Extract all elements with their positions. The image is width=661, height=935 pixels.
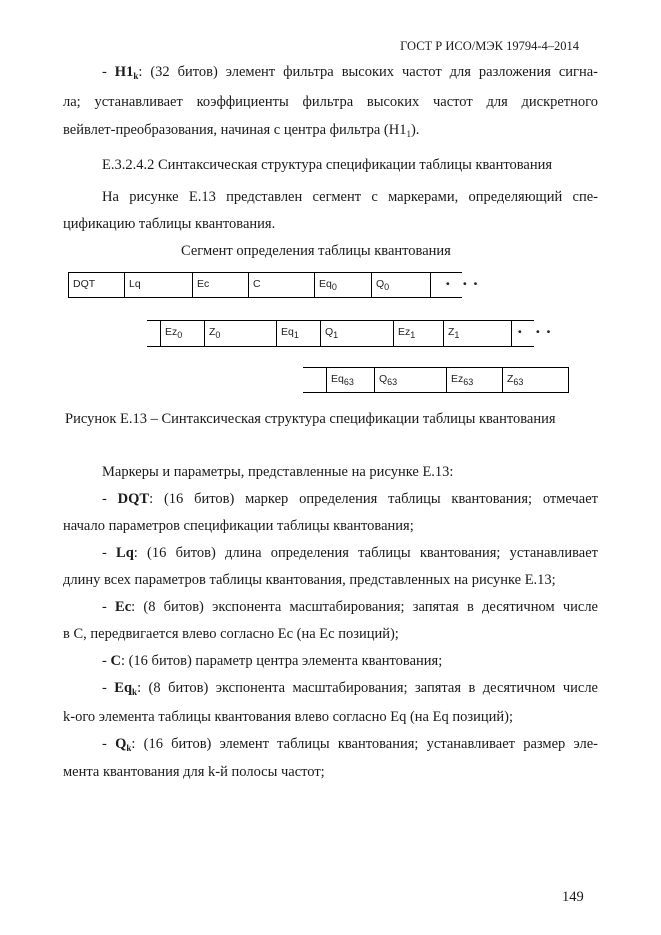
field-z63: $Z_{63}$ xyxy=(507,373,524,387)
term-lq: Lq xyxy=(116,545,134,561)
param-h1k-line1: - $H1_k$: (32 битов) элемент фильтра высоких частот для разложения сигна- xyxy=(102,64,598,81)
continuation-dots: • • xyxy=(463,278,480,290)
section-heading: E.3.2.4.2 Синтаксическая структура спецификации таблицы квантования xyxy=(102,157,553,173)
field-ez0: $Ez_0$ xyxy=(165,326,183,340)
intro-line2: цификацию таблицы квантования. xyxy=(63,216,276,232)
term-qk: $Q_k$ xyxy=(115,736,132,753)
param-lq-line1: - Lq: (16 битов) длина определения таблицы квантования; устанавливает xyxy=(102,545,598,561)
figure-caption: Рисунок Е.13 – Синтаксическая структура спецификации таблицы квантования xyxy=(65,411,556,427)
continuation-dot: • xyxy=(518,326,522,338)
field-q1: $Q_1$ xyxy=(325,326,339,340)
field-c: C xyxy=(253,278,261,290)
param-ec-line1: - Ec: (8 битов) экспонента масштабирования; запятая в десятичном числе xyxy=(102,599,598,615)
standard-designation: ГОСТ Р ИСО/МЭК 19794-4–2014 xyxy=(400,39,579,53)
field-q0: $Q_0$ xyxy=(376,278,390,292)
field-ez63: $Ez_{63}$ xyxy=(451,373,474,387)
params-intro: Маркеры и параметры, представленные на рисунке Е.13: xyxy=(102,464,454,480)
param-dqt-line1: - DQT: (16 битов) маркер определения таблицы квантования; отмечает xyxy=(102,491,598,507)
figure-title: Сегмент определения таблицы квантования xyxy=(181,243,451,259)
term-ec: Ec xyxy=(115,599,132,615)
term-eqk: $Eq_k$ xyxy=(114,680,138,697)
intro-line1: На рисунке Е.13 представлен сегмент с маркерами, определяющий спе- xyxy=(102,189,598,205)
field-z1: $Z_1$ xyxy=(448,326,460,340)
param-eqk-line1: - $Eq_k$: (8 битов) экспонента масштабирования; запятая в десятичном числе xyxy=(102,680,598,697)
term-h1k: $H1_k$ xyxy=(114,64,139,81)
field-eq63: $Eq_{63}$ xyxy=(331,373,354,387)
param-ec-line2: в C, передвигается влево согласно Ec (на Ec позиций); xyxy=(63,626,399,642)
param-lq-line2: длину всех параметров таблицы квантования, представленных на рисунке Е.13; xyxy=(63,572,556,588)
param-qk-line2: мента квантования для k-й полосы частот; xyxy=(63,764,325,780)
page-number: 149 xyxy=(562,889,584,905)
param-qk-line1: - $Q_k$: (16 битов) элемент таблицы квантования; устанавливает размер эле- xyxy=(102,736,598,753)
field-dqt: DQT xyxy=(73,278,96,290)
field-q63: $Q_{63}$ xyxy=(379,373,398,387)
field-eq0: $Eq_0$ xyxy=(319,278,337,292)
term-dqt: DQT xyxy=(117,491,150,507)
field-eq1: $Eq_1$ xyxy=(281,326,299,340)
field-ez1: $Ez_1$ xyxy=(398,326,416,340)
page-header xyxy=(400,39,579,54)
param-c-line1: - C: (16 битов) параметр центра элемента квантования; xyxy=(102,653,443,669)
field-ec: Ec xyxy=(197,278,210,290)
term-c: C xyxy=(110,653,121,669)
continuation-dots: • • xyxy=(536,326,553,338)
param-eqk-line2: k-ого элемента таблицы квантования влево согласно Eq (на Eq позиций); xyxy=(63,709,513,725)
param-dqt-line2: начало параметров спецификации таблицы квантования; xyxy=(63,518,414,534)
field-lq: Lq xyxy=(129,278,141,290)
param-h1k-line3: вейвлет-преобразования, начиная с центра фильтра $(H1_1)$. xyxy=(63,122,420,139)
continuation-dot: • xyxy=(446,278,450,290)
param-h1k-line2: ла; устанавливает коэффициенты фильтра высоких частот для дискретного xyxy=(63,94,598,110)
field-z0: $Z_0$ xyxy=(209,326,221,340)
